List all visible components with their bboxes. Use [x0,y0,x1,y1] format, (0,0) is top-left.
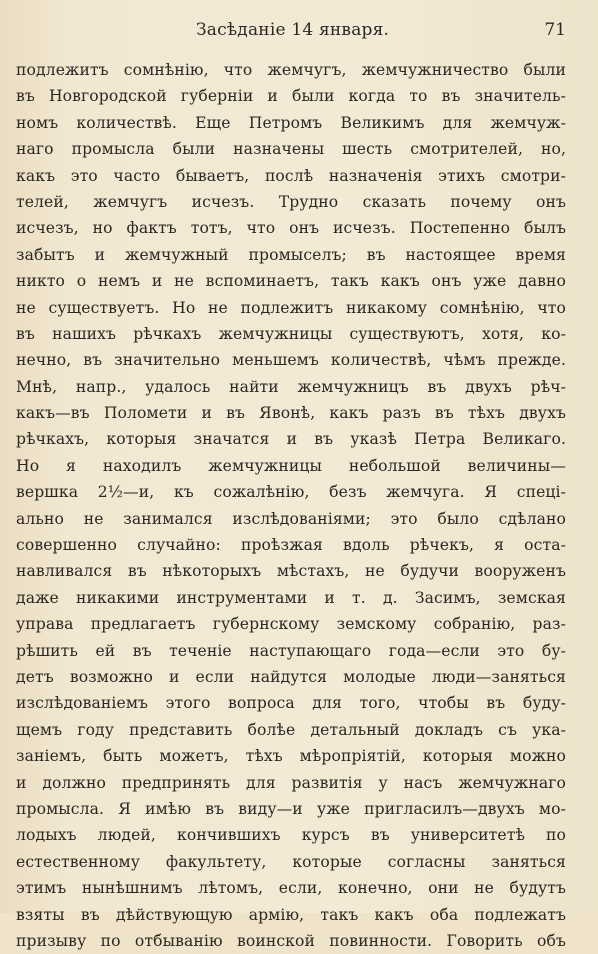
text-line: заніемъ, быть можетъ, тѣхъ мѣропріятій, которыя можно [16,747,566,766]
text-line: детъ возможно и если найдутся молодые люди—заняться [16,667,566,686]
text-line: ально не занимался изслѣдованіями; это было сдѣлано [16,509,566,528]
text-line: нечно, въ значительно меньшемъ количествѣ, чѣмъ прежде. [16,351,566,370]
text-line: призыву по отбыванію воинской повинности. Говорить объ [16,931,566,950]
body-text [16,57,566,954]
text-line: номъ количествѣ. Еще Петромъ Великимъ для жемчуж- [16,113,566,132]
text-line: навливался въ нѣкоторыхъ мѣстахъ, не будучи вооруженъ [16,562,566,581]
text-line: какъ—въ Поломети и въ Явонѣ, какъ разъ въ тѣхъ двухъ [16,404,566,423]
text-line: вершка 2½—и, къ сожалѣнію, безъ жемчуга. Я спеці- [16,483,566,502]
text-line: управа предлагаетъ губернскому земскому собранію, раз- [16,615,566,634]
page-number: 71 [544,20,566,40]
text-line: взяты въ дѣйствующую армію, такъ какъ оба подлежатъ [16,905,566,924]
page-header [16,16,566,46]
text-line: лодыхъ людей, кончившихъ курсъ въ университетѣ по [16,826,566,845]
text-line: естественному факультету, которые согласны заняться [16,852,566,871]
text-line: никто о немъ и не вспоминаетъ, такъ какъ онъ уже давно [16,272,566,291]
text-line: забытъ и жемчужный промыселъ; въ настоящее время [16,245,566,264]
text-line: Но я находилъ жемчужницы небольшой величины— [16,456,566,475]
text-line: Мнѣ, напр., удалось найти жемчужницъ въ двухъ рѣч- [16,377,566,396]
text-line: рѣшить ей въ теченіе наступающаго года—если это бу- [16,641,566,660]
text-line: промысла. Я имѣю въ виду—и уже пригласилъ—двухъ мо- [16,799,566,818]
running-head: Засѣданіе 14 января. [196,20,390,40]
text-line: щемъ году представить болѣе детальный докладъ съ ука- [16,720,566,739]
text-line: этимъ нынѣшнимъ лѣтомъ, если, конечно, они не будутъ [16,879,566,898]
text-line: рѣчкахъ, которыя значатся и въ указѣ Петра Великаго. [16,430,566,449]
text-line: въ нашихъ рѣчкахъ жемчужницы существуютъ, хотя, ко- [16,324,566,343]
text-line: и должно предпринять для развитія у насъ жемчужнаго [16,773,566,792]
text-line: телей, жемчугъ исчезъ. Трудно сказать почему онъ [16,192,566,211]
text-line: подлежитъ сомнѣнію, что жемчугъ, жемчужничество были [16,61,566,79]
text-line: въ Новгородской губерніи и были когда то въ значитель- [16,87,566,106]
text-line: какъ это часто бываетъ, послѣ назначенія этихъ смотри- [16,166,566,185]
text-line: изслѣдованіемъ этого вопроса для того, чтобы въ буду- [16,694,566,713]
text-line: исчезъ, но фактъ тотъ, что онъ исчезъ. Постепенно былъ [16,219,566,238]
text-line: наго промысла были назначены шесть смотрителей, но, [16,140,566,159]
text-line: не существуетъ. Но не подлежитъ никакому сомнѣнію, что [16,298,566,317]
text-line: даже никакими инструментами и т. д. Засимъ, земская [16,588,566,607]
text-line: совершенно случайно: проѣзжая вдоль рѣчекъ, я оста- [16,536,566,555]
